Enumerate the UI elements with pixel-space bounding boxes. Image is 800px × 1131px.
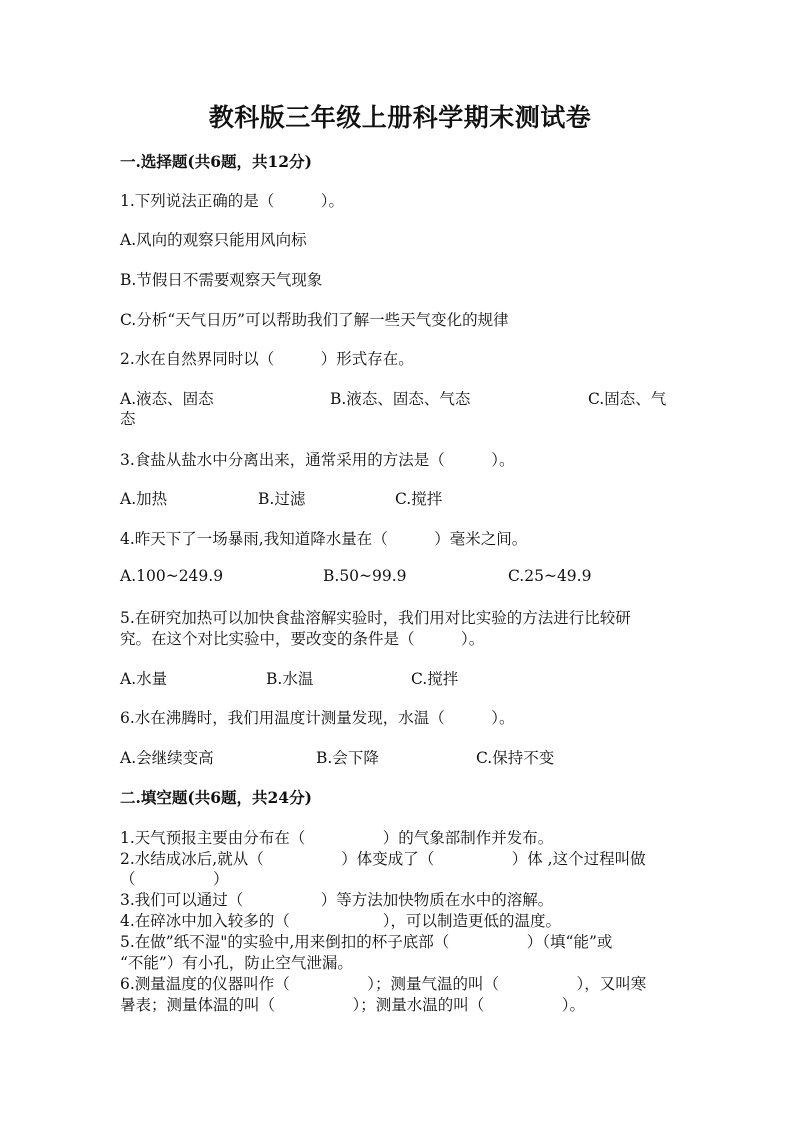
q1-option-a: A.风向的观察只能用风向标 [120,231,307,249]
fill-line-7: “不能”）有小孔，防止空气泄漏。 [120,954,353,972]
q2-option-c: C.固态、气 [588,390,667,408]
fill-line-3: （ ） [120,870,229,888]
q2-option-c-continued: 态 [120,410,136,428]
q6-stem: 6.水在沸腾时，我们用温度计测量发现，水温（ ）。 [120,709,515,727]
q5-option-c: C.搅拌 [411,670,459,688]
q3-stem: 3.食盐从盐水中分离出来，通常采用的方法是（ ）。 [120,451,515,469]
fill-line-9: 暑表；测量体温的叫（ ）；测量水温的叫（ ）。 [120,996,586,1014]
q3-option-a: A.加热 [120,490,168,508]
q2-stem: 2.水在自然界同时以（ ）形式存在。 [120,350,414,368]
fill-line-4: 3.我们可以通过（ ）等方法加快物质在水中的溶解。 [120,891,554,909]
section-2-heading: 二.填空题(共6题，共24分) [120,788,312,807]
q4-option-b: B.50~99.9 [323,567,407,585]
q1-option-c: C.分析“天气日历”可以帮助我们了解一些天气变化的规律 [120,311,509,329]
q3-option-b: B.过滤 [258,490,306,508]
q2-option-a: A.液态、固态 [120,390,214,408]
q5-stem-line-2: 究。在这个对比实验中，要改变的条件是（ ）。 [120,630,485,648]
q4-option-c: C.25~49.9 [508,567,592,585]
fill-line-5: 4.在碎冰中加入较多的（ ），可以制造更低的温度。 [120,912,562,930]
q6-option-a: A.会继续变高 [120,749,214,767]
q5-stem-line-1: 5.在研究加热可以加快食盐溶解实验时，我们用对比实验的方法进行比较研 [120,609,631,627]
q1-stem: 1.下列说法正确的是（ ）。 [120,192,345,210]
q4-stem: 4.昨天下了一场暴雨,我知道降水量在（ ）毫米之间。 [120,530,528,548]
q3-option-c: C.搅拌 [395,490,443,508]
q2-option-b: B.液态、固态、气态 [330,390,471,408]
fill-line-8: 6.测量温度的仪器叫作（ ）；测量气温的叫（ ），又叫寒 [120,975,647,993]
q6-option-b: B.会下降 [316,749,379,767]
q4-option-a: A.100~249.9 [120,567,224,585]
section-1-heading: 一.选择题(共6题，共12分) [120,152,312,171]
q5-option-a: A.水量 [120,670,168,688]
q6-option-c: C.保持不变 [476,749,555,767]
q1-option-b: B.节假日不需要观察天气现象 [120,271,323,289]
fill-line-2: 2.水结成冰后,就从（ ）体变成了（ ）体 ,这个过程叫做 [120,850,646,868]
fill-line-6: 5.在做”纸不湿"的实验中,用来倒扣的杯子底部（ ）（填“能”或 [120,933,613,951]
fill-line-1: 1.天气预报主要由分布在（ ）的气象部制作并发布。 [120,829,554,847]
q5-option-b: B.水温 [266,670,314,688]
exam-title: 教科版三年级上册科学期末测试卷 [208,103,592,132]
